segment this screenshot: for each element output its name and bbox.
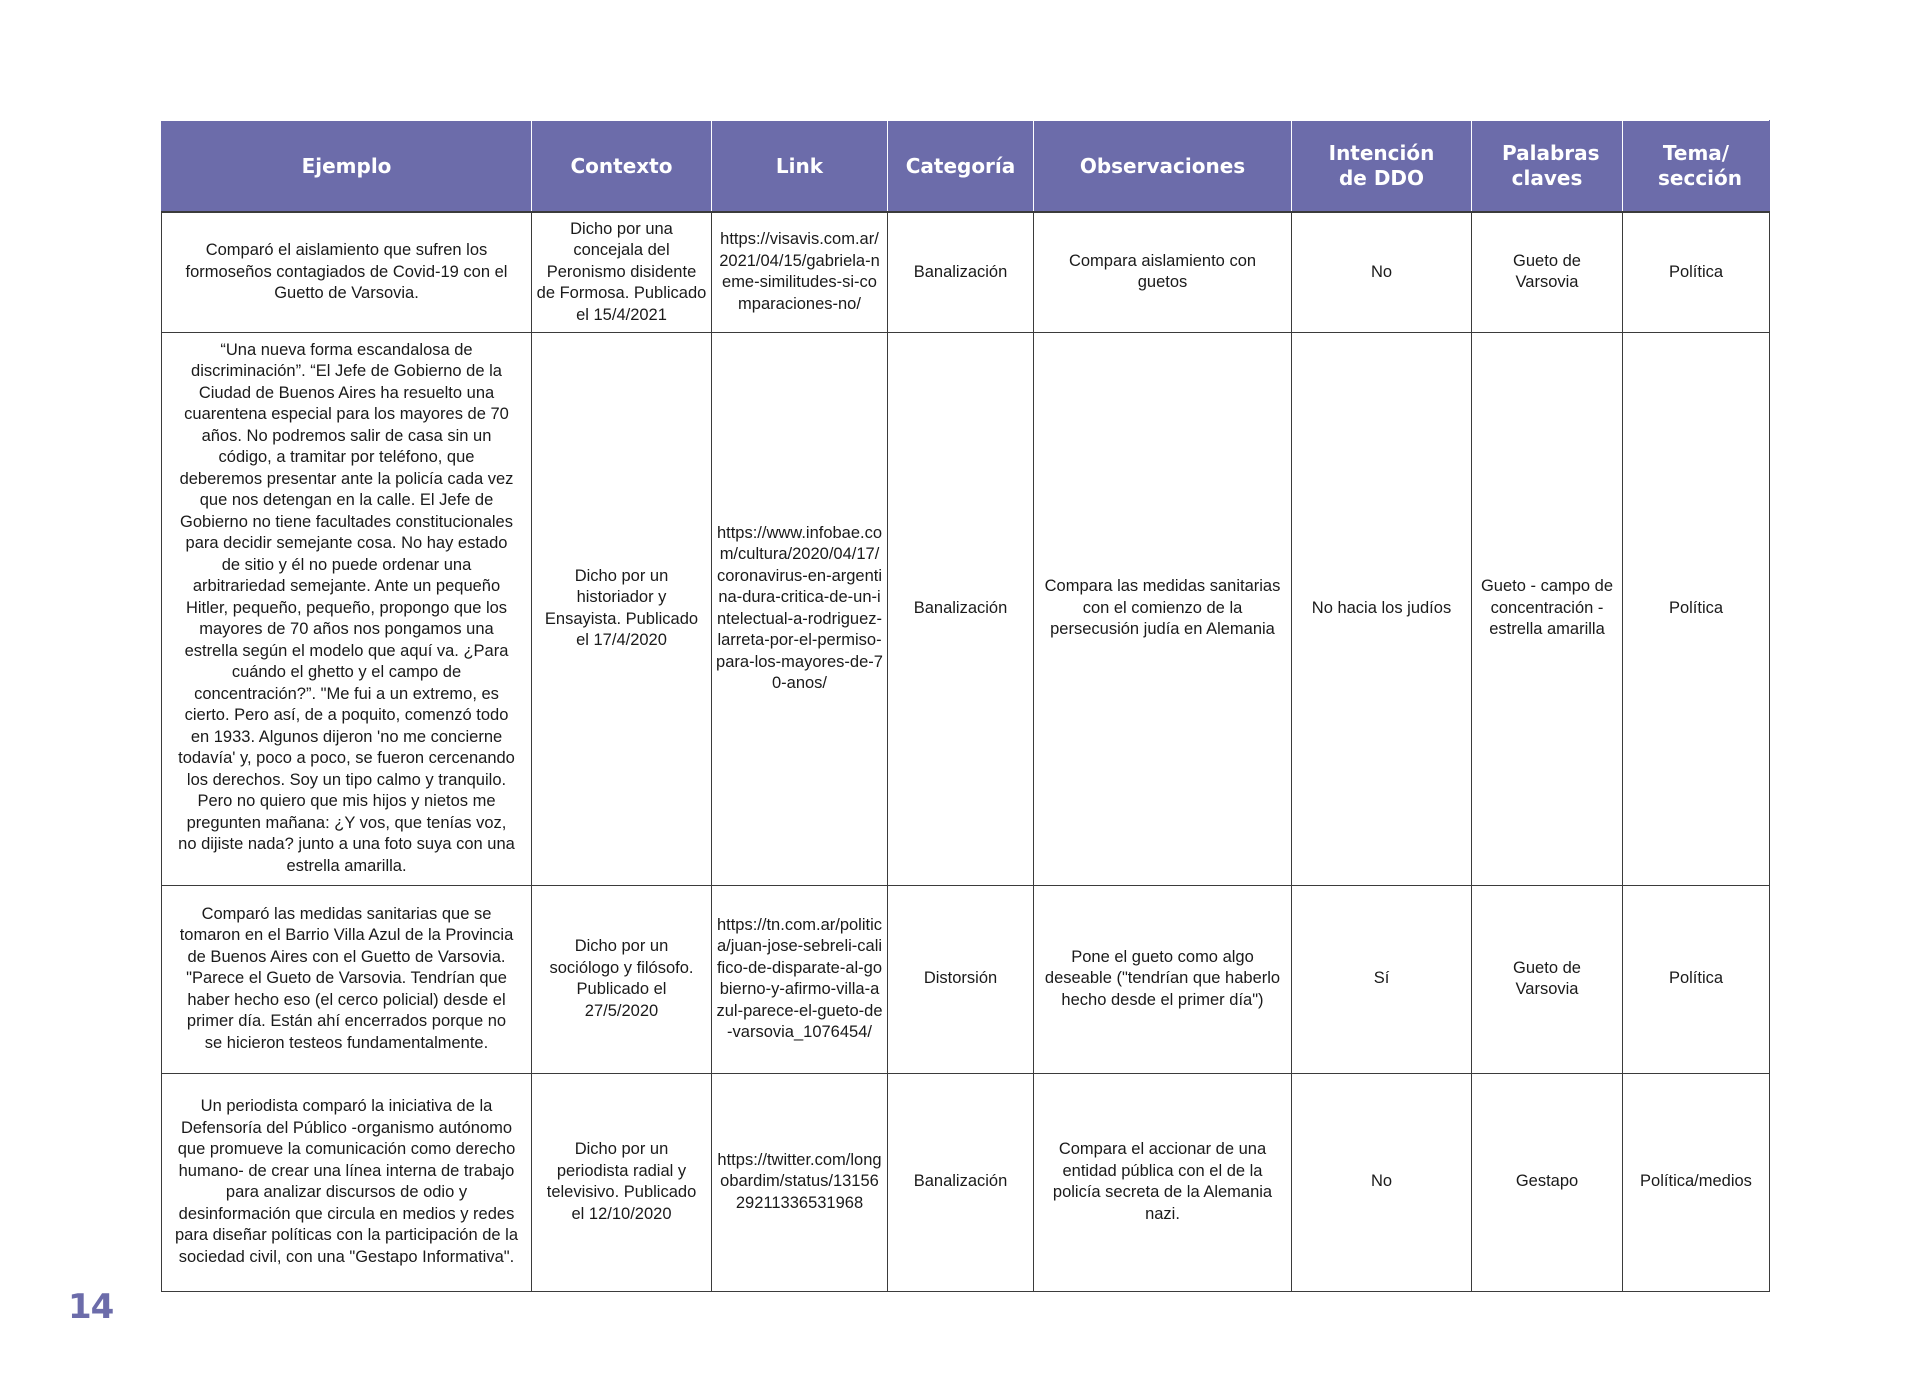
cell-contexto: Dicho por un periodista radial y televisivo. Publicado el 12/10/2020 [532, 1073, 712, 1291]
header-tema: Tema/ sección [1623, 121, 1770, 213]
cell-intencion: No [1292, 212, 1472, 332]
cell-categoria: Banalización [888, 212, 1034, 332]
cell-link[interactable]: https://www.infobae.com/cultura/2020/04/17/coronavirus-en-argentina-dura-critica-de-un-intelectual-a-rodriguez-larreta-por-el-permiso-para-los-mayores-de-70-anos/ [712, 332, 888, 885]
cell-contexto: Dicho por un historiador y Ensayista. Publicado el 17/4/2020 [532, 332, 712, 885]
cell-categoria: Banalización [888, 332, 1034, 885]
cell-observaciones: Pone el gueto como algo deseable ("tendrían que haberlo hecho desde el primer día") [1034, 885, 1292, 1073]
cell-link[interactable]: https://twitter.com/longobardim/status/1315629211336531968 [712, 1073, 888, 1291]
cell-tema: Política [1623, 332, 1770, 885]
cell-link[interactable]: https://visavis.com.ar/2021/04/15/gabriela-neme-similitudes-si-comparaciones-no/ [712, 212, 888, 332]
cell-observaciones: Compara aislamiento con guetos [1034, 212, 1292, 332]
cell-observaciones: Compara el accionar de una entidad pública con el de la policía secreta de la Alemania nazi. [1034, 1073, 1292, 1291]
cell-contexto: Dicho por un sociólogo y filósofo. Publicado el 27/5/2020 [532, 885, 712, 1073]
page-number: 14 [68, 1287, 114, 1327]
analysis-table [161, 120, 1770, 1292]
cell-tema: Política/medios [1623, 1073, 1770, 1291]
cell-intencion: Sí [1292, 885, 1472, 1073]
cell-palabras: Gueto de Varsovia [1472, 885, 1623, 1073]
analysis-table-container [161, 120, 1769, 1292]
table-row [162, 332, 1770, 885]
header-intencion: Intención de DDO [1292, 121, 1472, 213]
cell-ejemplo: “Una nueva forma escandalosa de discriminación”. “El Jefe de Gobierno de la Ciudad de Buenos Aires ha resuelto una cuarentena especial para los mayores de 70 años. No podremos salir de casa sin un código, a tramitar por teléfono, que deberemos presentar ante la policía cada vez que nos detengan en la calle. El Jefe de Gobierno no tiene facultades constitucionales para decidir semejante cosa. No hay estado de sitio y él no puede ordenar una arbitrariedad semejante. Ante un pequeño Hitler, pequeño, pequeño, propongo que los mayores de 70 años nos pongamos una estrella según el modelo que aquí va. ¿Para cuándo el ghetto y el campo de concentración?”. "Me fui a un extremo, es cierto. Pero así, de a poquito, comenzó todo en 1933. Algunos dijeron 'no me concierne todavía' y, poco a poco, se fueron cercenando los derechos. Soy un tipo calmo y tranquilo. Pero no quiero que mis hijos y nietos me pregunten mañana: ¿Y vos, que tenías voz, no dijiste nada? junto a una foto suya con una estrella amarilla. [162, 332, 532, 885]
cell-intencion: No hacia los judíos [1292, 332, 1472, 885]
table-row [162, 212, 1770, 332]
header-link: Link [712, 121, 888, 213]
cell-palabras: Gueto - campo de concentración - estrella amarilla [1472, 332, 1623, 885]
cell-categoria: Distorsión [888, 885, 1034, 1073]
cell-observaciones: Compara las medidas sanitarias con el comienzo de la persecusión judía en Alemania [1034, 332, 1292, 885]
header-palabras: Palabras claves [1472, 121, 1623, 213]
cell-palabras: Gestapo [1472, 1073, 1623, 1291]
cell-tema: Política [1623, 885, 1770, 1073]
header-observaciones: Observaciones [1034, 121, 1292, 213]
cell-tema: Política [1623, 212, 1770, 332]
table-row [162, 885, 1770, 1073]
header-categoria: Categoría [888, 121, 1034, 213]
header-ejemplo: Ejemplo [162, 121, 532, 213]
cell-intencion: No [1292, 1073, 1472, 1291]
cell-ejemplo: Un periodista comparó la iniciativa de la Defensoría del Público -organismo autónomo que promueve la comunicación como derecho humano- de crear una línea interna de trabajo para analizar discursos de odio y desinformación que circula en medios y redes para diseñar políticas con la participación de la sociedad civil, con una "Gestapo Informativa". [162, 1073, 532, 1291]
cell-link[interactable]: https://tn.com.ar/politica/juan-jose-sebreli-califico-de-disparate-al-gobierno-y-afirmo-villa-azul-parece-el-gueto-de-varsovia_1076454/ [712, 885, 888, 1073]
cell-palabras: Gueto de Varsovia [1472, 212, 1623, 332]
cell-ejemplo: Comparó el aislamiento que sufren los formoseños contagiados de Covid-19 con el Guetto de Varsovia. [162, 212, 532, 332]
table-row [162, 1073, 1770, 1291]
header-contexto: Contexto [532, 121, 712, 213]
cell-contexto: Dicho por una concejala del Peronismo disidente de Formosa. Publicado el 15/4/2021 [532, 212, 712, 332]
table-body [162, 212, 1770, 1291]
cell-ejemplo: Comparó las medidas sanitarias que se tomaron en el Barrio Villa Azul de la Provincia de Buenos Aires con el Guetto de Varsovia. "Parece el Gueto de Varsovia. Tendrían que haber hecho eso (el cerco policial) desde el primer día. Están ahí encerrados porque no se hicieron testeos fundamentalmente. [162, 885, 532, 1073]
table-header [162, 121, 1770, 213]
cell-categoria: Banalización [888, 1073, 1034, 1291]
